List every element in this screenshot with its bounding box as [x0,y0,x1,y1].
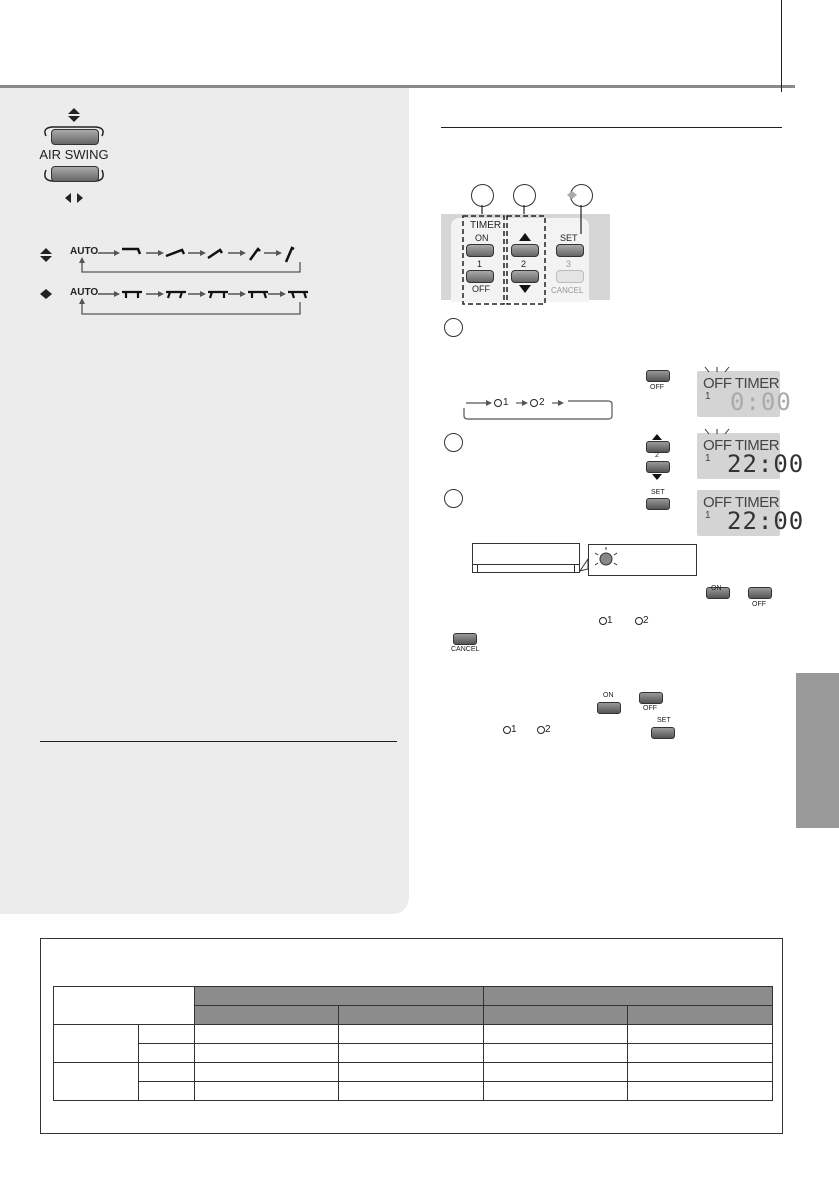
note2-on-button[interactable] [597,702,621,714]
table-cell [194,1082,339,1101]
horizontal-auto-label: AUTO [70,287,99,298]
remote-set-label: SET [560,233,578,243]
table-cell [483,1025,628,1044]
down-button[interactable] [511,270,539,283]
note-timer-clock-icons [598,615,654,627]
left-panel [0,88,409,914]
table-cell [483,1044,628,1063]
table-row-group-cell [54,1063,139,1101]
table-cell [483,1082,628,1101]
table-cell [339,1025,484,1044]
table-cell [194,1063,339,1082]
table-header-group-b [483,987,772,1006]
note2-off-caption: OFF [643,705,657,712]
remote-on-label: ON [475,233,489,243]
step1-off-caption: OFF [650,384,664,391]
timer-off-button[interactable] [466,270,494,283]
timer-on-button[interactable] [466,244,494,257]
step-3-marker [444,489,463,508]
table-cell [628,1044,773,1063]
table-cell [483,1063,628,1082]
note2-off-button[interactable] [639,692,663,704]
crop-mark [781,0,782,92]
table-cell [138,1025,194,1044]
table-row [54,1063,773,1082]
remote-num1-label: 1 [477,259,483,269]
step2-down-button[interactable] [646,461,670,473]
step-1-marker [444,318,463,337]
step2-down-arrow-icon [651,473,663,481]
note2-set-button[interactable] [651,727,675,739]
note2-timer-clock-icons [502,724,554,736]
remote-num2-label: 2 [521,259,527,269]
lcd3-line1: OFF TIMER [703,494,780,511]
lcd2-line1: OFF TIMER [703,437,780,454]
cycle-timer-1: 1 [503,397,509,408]
step2-num-caption: 2 [655,452,659,459]
table-subheader [628,1006,773,1025]
air-swing-control [38,108,110,204]
remote-timer-label: TIMER [470,220,502,231]
table-cell [628,1082,773,1101]
note-cancel-button[interactable] [453,633,477,645]
note-on-caption: ON [711,585,722,592]
step2-up-arrow-icon [651,433,663,441]
side-tab [796,673,839,828]
down-arrow-icon [518,284,532,294]
up-arrow-icon [518,232,532,242]
note2-timer-1: 1 [511,724,517,735]
table-cell [339,1063,484,1082]
note-cancel-caption: CANCEL [451,646,480,653]
cancel-button[interactable] [556,270,584,283]
lcd-display-3 [697,490,805,536]
step3-set-caption: SET [651,489,665,496]
table-row [54,1044,773,1063]
air-swing-label: AIR SWING [39,147,109,162]
lcd1-line2: 1 [705,391,711,402]
lcd3-time: 22:00 [727,507,805,535]
table-row [54,1025,773,1044]
table-row [54,987,773,1006]
table-cell [194,1044,339,1063]
operating-table [53,986,773,1101]
remote-cancel-label: CANCEL [551,286,584,295]
vertical-auto-label: AUTO [70,246,99,257]
note2-set-caption: SET [657,717,671,724]
vertical-swing-sequence [38,240,308,276]
note-timer-1: 1 [607,615,613,626]
lcd2-line2: 1 [705,453,711,464]
horizontal-swing-sequence [38,284,308,320]
indoor-unit-illustration [472,543,580,573]
remote-off-label: OFF [472,284,490,294]
cycle-timer-2: 2 [539,397,545,408]
lcd2-time: 22:00 [727,450,805,478]
lcd1-time: 0:00 [730,388,792,416]
table-header-group-a [194,987,483,1006]
right-section-rule [441,127,782,128]
note-off-caption: OFF [752,601,766,608]
note2-timer-2: 2 [545,724,551,735]
table-cell [138,1082,194,1101]
lcd1-blink-marks-icon [697,365,767,385]
horizontal-swing-button[interactable] [51,166,99,182]
timer-cycle-icon [458,395,616,421]
step3-set-button[interactable] [646,498,670,510]
step-2-marker [444,433,463,452]
note-off-button[interactable] [748,587,772,599]
note2-on-caption: ON [603,692,614,699]
table-subheader [339,1006,484,1025]
step1-off-button[interactable] [646,370,670,382]
table-subheader [194,1006,339,1025]
table-subheader [483,1006,628,1025]
note-timer-2: 2 [643,615,649,626]
table-corner-cell [54,987,195,1025]
table-cell [339,1082,484,1101]
indicator-lamp-icon [578,544,628,574]
table-cell [628,1025,773,1044]
up-button[interactable] [511,244,539,257]
lcd2-blink-marks-icon [697,427,767,447]
table-row [54,1082,773,1101]
table-cell [628,1063,773,1082]
table-cell [138,1063,194,1082]
lcd1-line1: OFF TIMER [703,375,780,392]
left-section-rule [40,741,397,742]
table-row-group-cell [54,1025,139,1063]
lcd3-line2: 1 [705,510,711,521]
table-cell [138,1044,194,1063]
table-cell [339,1044,484,1063]
table-cell [194,1025,339,1044]
vertical-swing-button[interactable] [51,129,99,145]
set-button[interactable] [556,244,584,257]
remote-num3-label: 3 [566,259,572,269]
